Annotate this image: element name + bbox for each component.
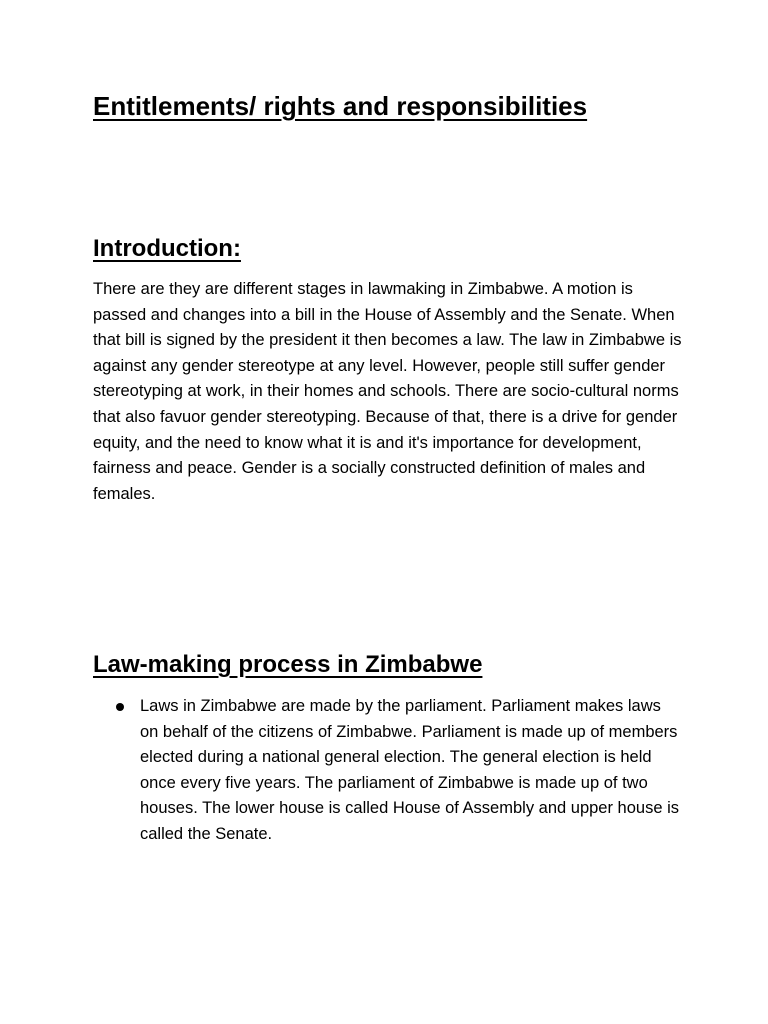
introduction-paragraph: There are they are different stages in lawmaking in Zimbabwe. A motion is passed and changes into a bill in the House of Assembly and the Senate. When that bill is signed by the president it then becomes a law. The law in Zimbabwe is against any gender stereotype at any level. However, people still suffer gender stereotyping at work, in their homes and schools. There are socio-cultural norms that also favuor gender stereotyping. Because of that, there is a drive for gender equity, and the need to know what it is and it's importance for development, fairness and peace. Gender is a socially constructed definition of males and females. (93, 280, 682, 503)
list-item-text: Laws in Zimbabwe are made by the parliament. Parliament makes laws on behalf of the citizens of Zimbabwe. Parliament is made up of members elected during a national general election. The general election is held once every five years. The parliament of Zimbabwe is made up of two houses. The lower house is called House of Assembly and upper house is called the Senate. (140, 697, 680, 843)
law-making-list (93, 694, 683, 848)
law-making-heading: Law-making process in Zimbabwe (93, 651, 483, 678)
list-item (93, 694, 683, 848)
introduction-heading: Introduction: (93, 235, 241, 262)
bullet-icon (116, 703, 124, 711)
document-title: Entitlements/ rights and responsibilities (93, 91, 588, 121)
